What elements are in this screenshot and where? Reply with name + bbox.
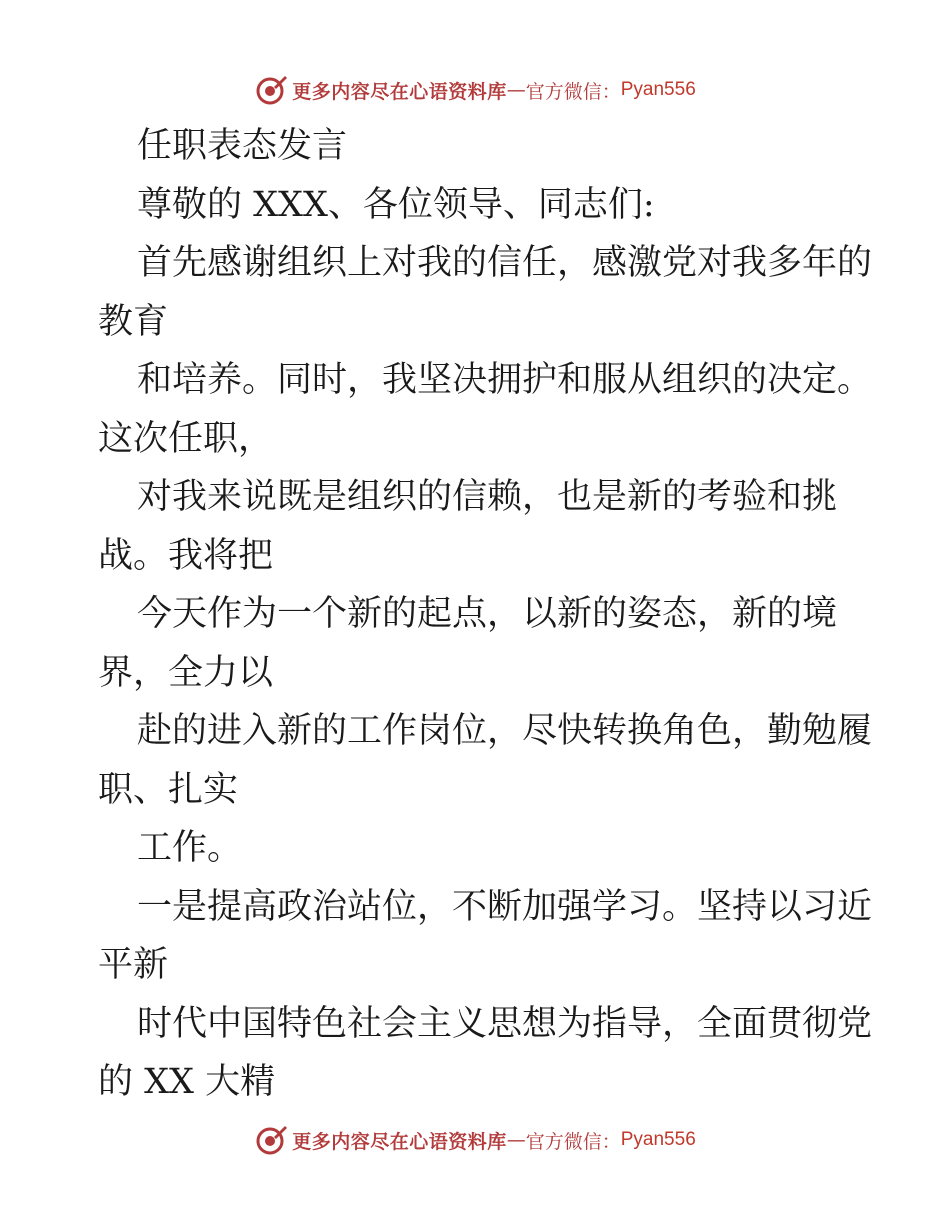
- document-line: 时代中国特色社会主义思想为指导，全面贯彻党: [137, 1003, 873, 1044]
- document-line: 这次任职，: [98, 418, 274, 459]
- document-line: 战。我将把: [98, 535, 274, 576]
- document-line: 界，全力以: [98, 652, 274, 693]
- watermark-dash: —: [506, 1129, 526, 1151]
- header-watermark: [0, 70, 950, 110]
- watermark-sub-text: 官方微信：: [525, 80, 621, 103]
- watermark-main-text: 更多内容尽在心语资料库: [292, 80, 507, 103]
- pen-logo-icon: [254, 1123, 288, 1157]
- pen-logo-icon: [254, 73, 288, 107]
- document-line: 尊敬的 XXX、各位领导、同志们:: [137, 184, 655, 225]
- watermark-sub-text: 官方微信：: [525, 1130, 621, 1153]
- document-line: 工作。: [137, 828, 243, 868]
- document-line: 对我来说既是组织的信赖，也是新的考验和挑: [137, 477, 838, 517]
- document-line: 赴的进入新的工作岗位，尽快转换角色，勤勉履: [137, 711, 873, 751]
- document-line: 今天作为一个新的起点，以新的姿态，新的境: [137, 594, 838, 634]
- watermark-wechat-id: Pyan556: [620, 1129, 696, 1150]
- watermark-dash: —: [506, 79, 526, 101]
- footer-watermark: [0, 1120, 950, 1160]
- document-line: 首先感谢组织上对我的信任，感激党对我多年的: [137, 243, 873, 283]
- document-line: 一是提高政治站位，不断加强学习。坚持以习近: [137, 886, 873, 927]
- watermark-wechat-id: Pyan556: [620, 79, 696, 100]
- document-line: 平新: [98, 945, 169, 985]
- document-line: 的 XX 大精: [98, 1062, 276, 1102]
- watermark-main-text: 更多内容尽在心语资料库: [292, 1130, 507, 1153]
- document-line: 任职表态发言: [137, 126, 348, 166]
- document-line: 教育: [98, 301, 169, 342]
- document-line: 和培养。同时，我坚决拥护和服从组织的决定。: [137, 360, 873, 400]
- document-line: 职、扎实: [98, 769, 239, 810]
